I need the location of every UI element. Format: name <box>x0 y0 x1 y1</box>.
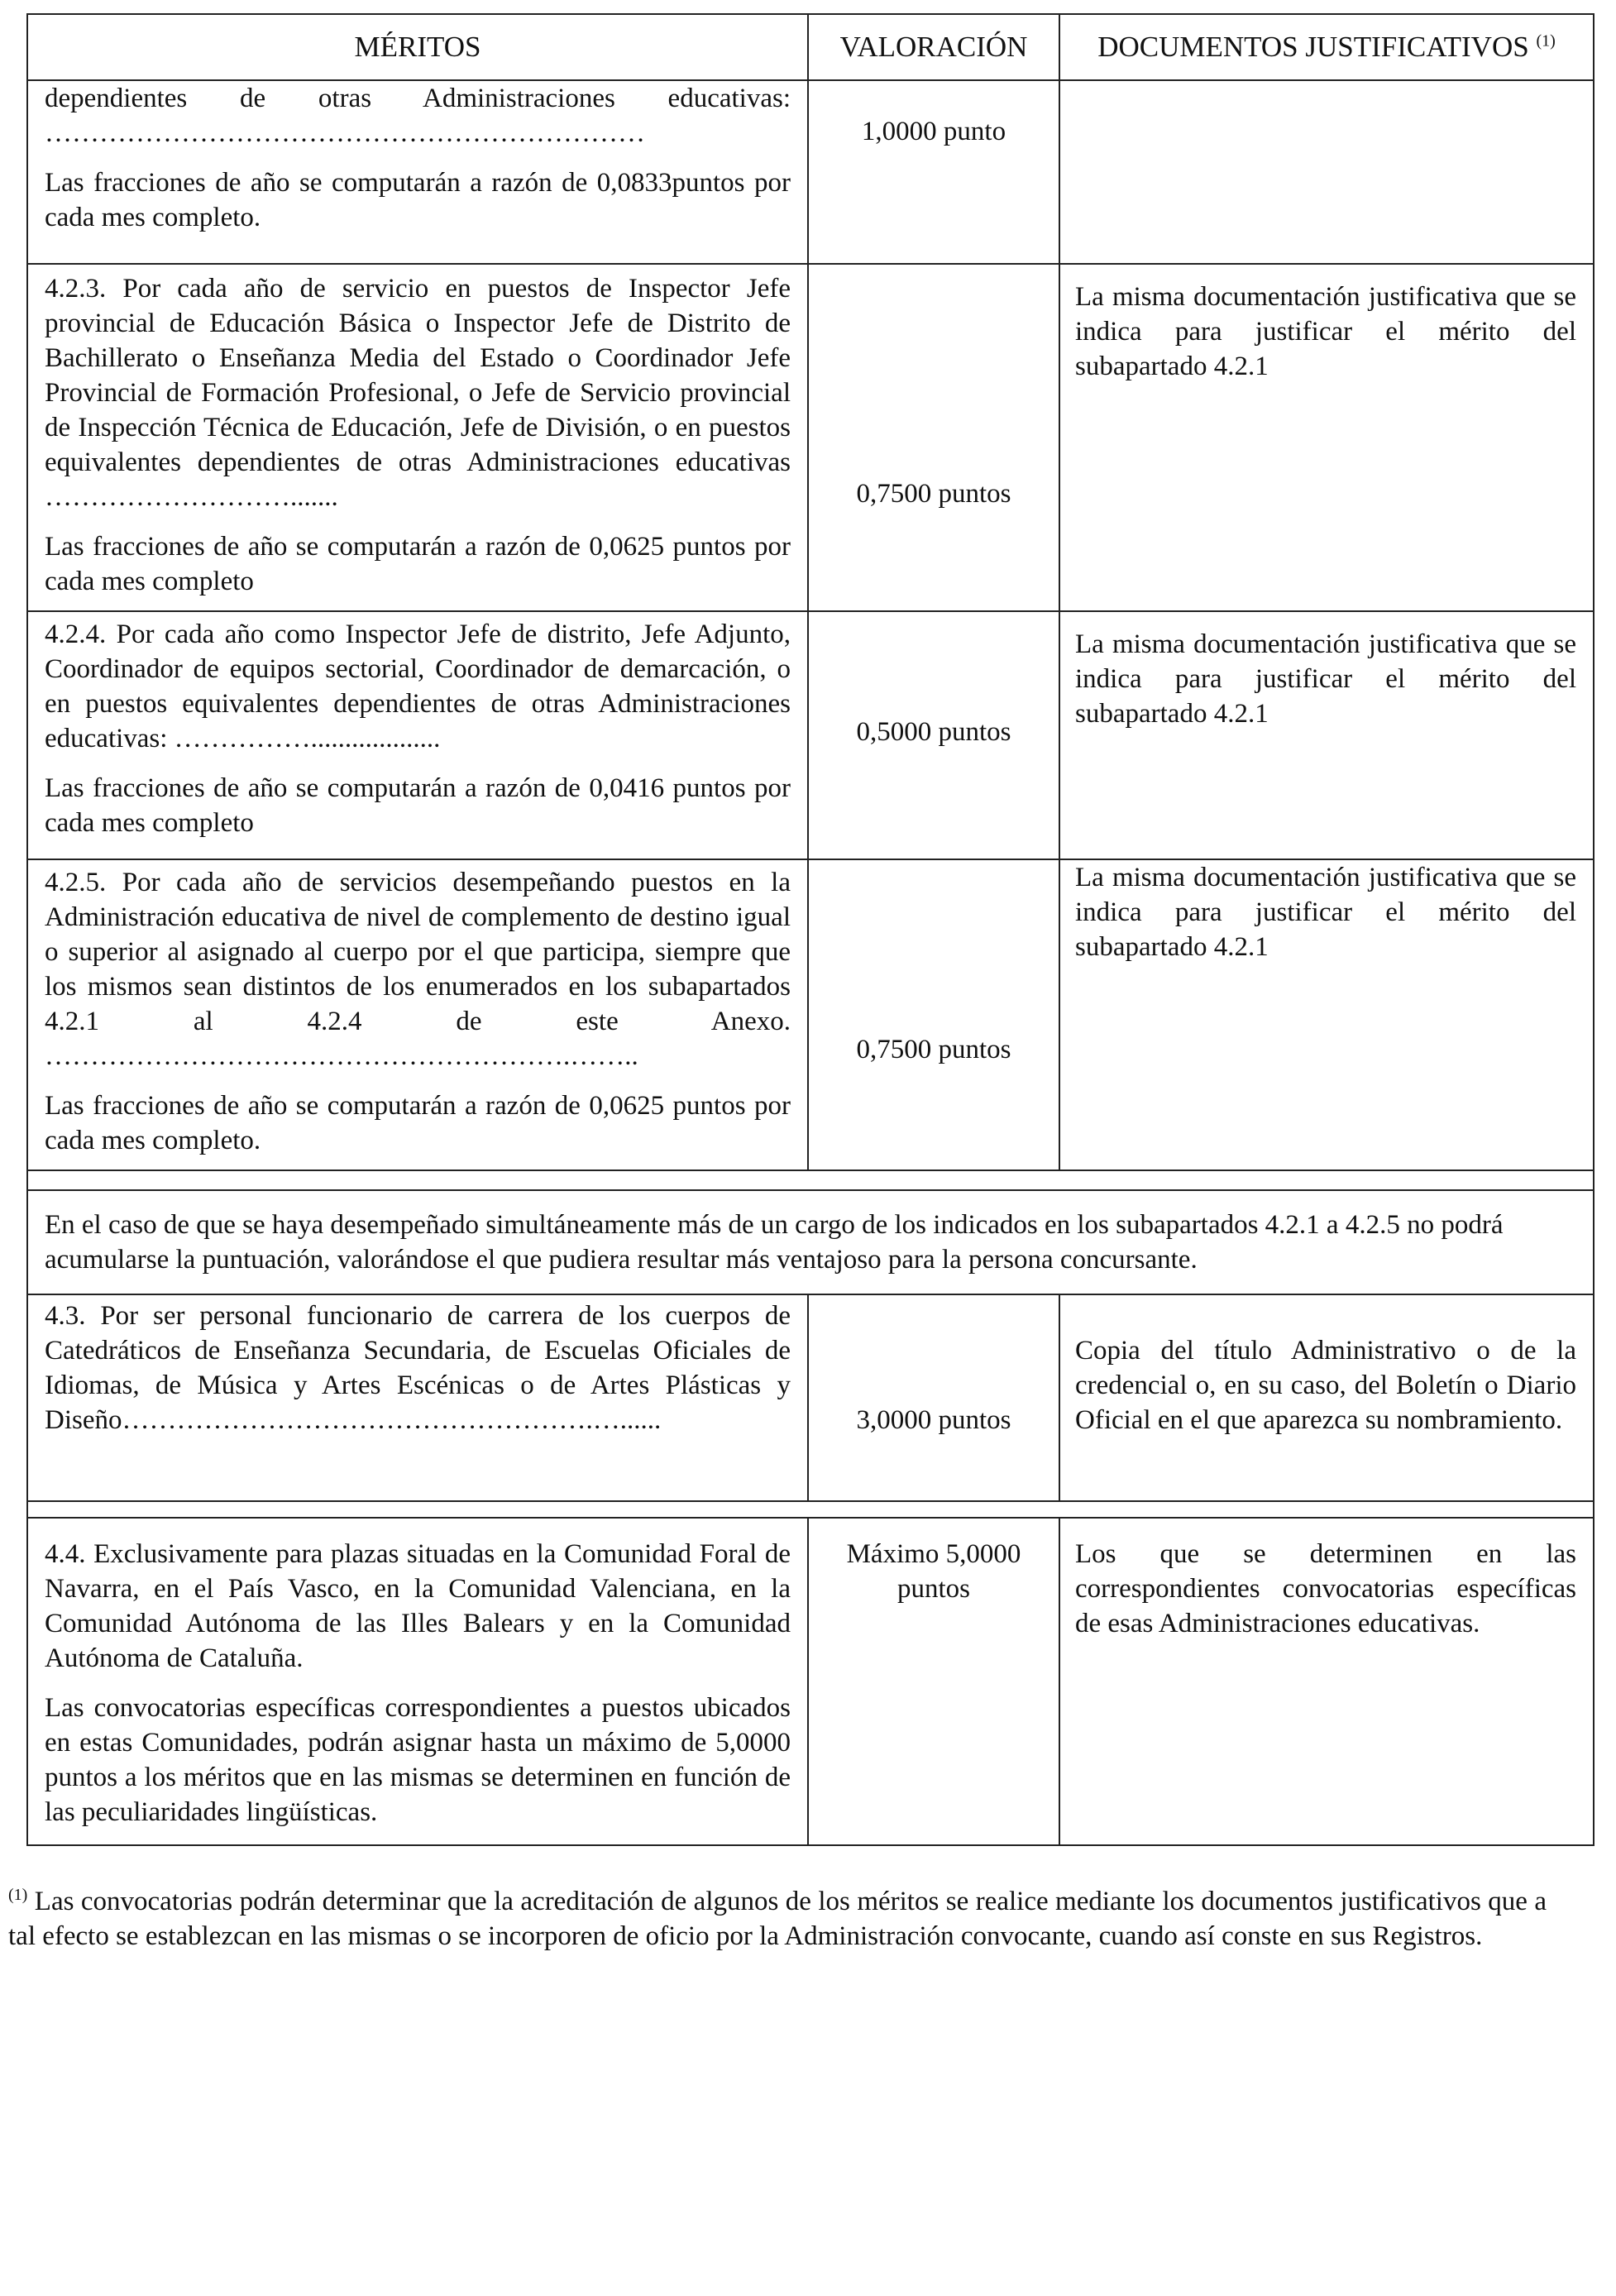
note-cell <box>27 1190 1594 1294</box>
value-cell <box>808 611 1059 859</box>
footnote-text: Las convocatorias podrán determinar que la acreditación de algunos de los méritos se realice mediante los documentos justificativos que a tal efecto se establezcan en las mismas o se incorporen de oficio por la Administración convocante, cuando así conste en sus Registros. <box>8 1887 1547 1951</box>
merit-cell <box>27 1518 808 1845</box>
merit-cell <box>27 264 808 611</box>
merit-text-2: Las convocatorias específicas correspondientes a puestos ubicados en estas Comunidades, podrán asignar hasta un máximo de 5,0000 puntos a los méritos que en las mismas se determinen en función de las peculiaridades lingüísticas. <box>45 1693 791 1827</box>
merit-value: 0,5000 puntos <box>856 717 1011 747</box>
merit-fraction: Las fracciones de año se computarán a razón de 0,0416 puntos por cada mes completo <box>45 773 791 838</box>
merit-cell <box>27 611 808 859</box>
table-header-row <box>27 14 1594 80</box>
merit-docs: La misma documentación justificativa que se indica para justificar el mérito del subapartado 4.2.1 <box>1075 629 1576 729</box>
merits-table <box>26 13 1594 1846</box>
value-cell <box>808 1518 1059 1845</box>
footnote-mark: (1) <box>8 1886 28 1904</box>
merit-docs: La misma documentación justificativa que se indica para justificar el mérito del subapartado 4.2.1 <box>1075 282 1576 381</box>
value-cell <box>808 80 1059 264</box>
merit-text: 4.3. Por ser personal funcionario de carrera de los cuerpos de Catedráticos de Enseñanza Secundaria, de Escuelas Oficiales de Idiomas, de Música y Artes Escénicas o de Artes Plásticas y Diseño…………………………………………….…...... <box>45 1301 791 1435</box>
table-spacer <box>27 1501 1594 1518</box>
footnote-ref: (1) <box>1536 31 1556 50</box>
merit-cell <box>27 80 808 264</box>
value-cell <box>808 1294 1059 1501</box>
merit-cell <box>27 1294 808 1501</box>
merit-cell <box>27 859 808 1170</box>
note-text: En el caso de que se haya desempeñado simultáneamente más de un cargo de los indicados en los subapartados 4.2.1 a 4.2.5 no podrá acumularse la puntuación, valorándose el que pudiera resultar más ventajoso para la persona concursante. <box>45 1210 1504 1275</box>
docs-cell <box>1059 264 1594 611</box>
header-meritos: MÉRITOS <box>27 14 808 80</box>
docs-cell <box>1059 859 1594 1170</box>
merit-text: dependientes de otras Administraciones educativas: ………………………………………………………… <box>45 84 791 148</box>
value-cell <box>808 264 1059 611</box>
merit-text: 4.2.5. Por cada año de servicios desempeñando puestos en la Administración educativa de nivel de complemento de destino igual o superior al asignado al cuerpo por el que participa, siempre que los mismos sean distintos de los enumerados en los subapartados 4.2.1 al 4.2.4 de este Anexo. ………………………………………………….…….. <box>45 868 791 1071</box>
merit-value: 1,0000 punto <box>861 117 1006 146</box>
note-row <box>27 1190 1594 1294</box>
docs-cell <box>1059 1518 1594 1845</box>
table-row <box>27 80 1594 264</box>
header-documentos-label: DOCUMENTOS JUSTIFICATIVOS <box>1097 31 1529 63</box>
merit-text: 4.2.3. Por cada año de servicio en puestos de Inspector Jefe provincial de Educación Básica o Inspector Jefe de Distrito de Bachillerato o Enseñanza Media del Estado o Coordinador Jefe Provincial de Formación Profesional, o Jefe de Servicio provincial de Inspección Técnica de Educación, Jefe de División, o en puestos equivalentes dependientes de otras Administraciones educativas ………………………....... <box>45 274 791 512</box>
merit-value: 0,7500 puntos <box>856 1035 1011 1064</box>
table-row <box>27 1518 1594 1845</box>
merit-docs: Los que se determinen en las correspondientes convocatorias específicas de esas Administraciones educativas. <box>1075 1539 1576 1638</box>
document-page <box>26 13 1593 1846</box>
footnote <box>8 1877 1547 1954</box>
header-documentos <box>1059 14 1594 80</box>
table-row <box>27 859 1594 1170</box>
docs-cell <box>1059 80 1594 264</box>
merit-value: 3,0000 puntos <box>856 1405 1011 1435</box>
merit-value: 0,7500 puntos <box>856 479 1011 509</box>
merit-text: 4.4. Exclusivamente para plazas situadas en la Comunidad Foral de Navarra, en el País Vasco, en la Comunidad Valenciana, en la Comunidad Autónoma de las Illes Balears y en la Comunidad Autónoma de Cataluña. <box>45 1539 791 1673</box>
table-row <box>27 1294 1594 1501</box>
merit-docs: La misma documentación justificativa que se indica para justificar el mérito del subapartado 4.2.1 <box>1075 863 1576 962</box>
header-valoracion: VALORACIÓN <box>808 14 1059 80</box>
merit-docs: Copia del título Administrativo o de la credencial o, en su caso, del Boletín o Diario Oficial en el que aparezca su nombramiento. <box>1075 1336 1576 1435</box>
merit-fraction: Las fracciones de año se computarán a razón de 0,0833puntos por cada mes completo. <box>45 168 791 232</box>
table-spacer <box>27 1170 1594 1190</box>
docs-cell <box>1059 1294 1594 1501</box>
merit-docs <box>1060 81 1593 96</box>
merit-fraction: Las fracciones de año se computarán a razón de 0,0625 puntos por cada mes completo <box>45 532 791 596</box>
merit-fraction: Las fracciones de año se computarán a razón de 0,0625 puntos por cada mes completo. <box>45 1091 791 1155</box>
merit-text: 4.2.4. Por cada año como Inspector Jefe de distrito, Jefe Adjunto, Coordinador de equipos sectorial, Coordinador de demarcación, o en puestos equivalentes dependientes de otras Administraciones educativas: ……………................... <box>45 619 791 753</box>
table-row <box>27 264 1594 611</box>
merit-value: Máximo 5,0000 puntos <box>846 1539 1021 1604</box>
value-cell <box>808 859 1059 1170</box>
docs-cell <box>1059 611 1594 859</box>
table-row <box>27 611 1594 859</box>
